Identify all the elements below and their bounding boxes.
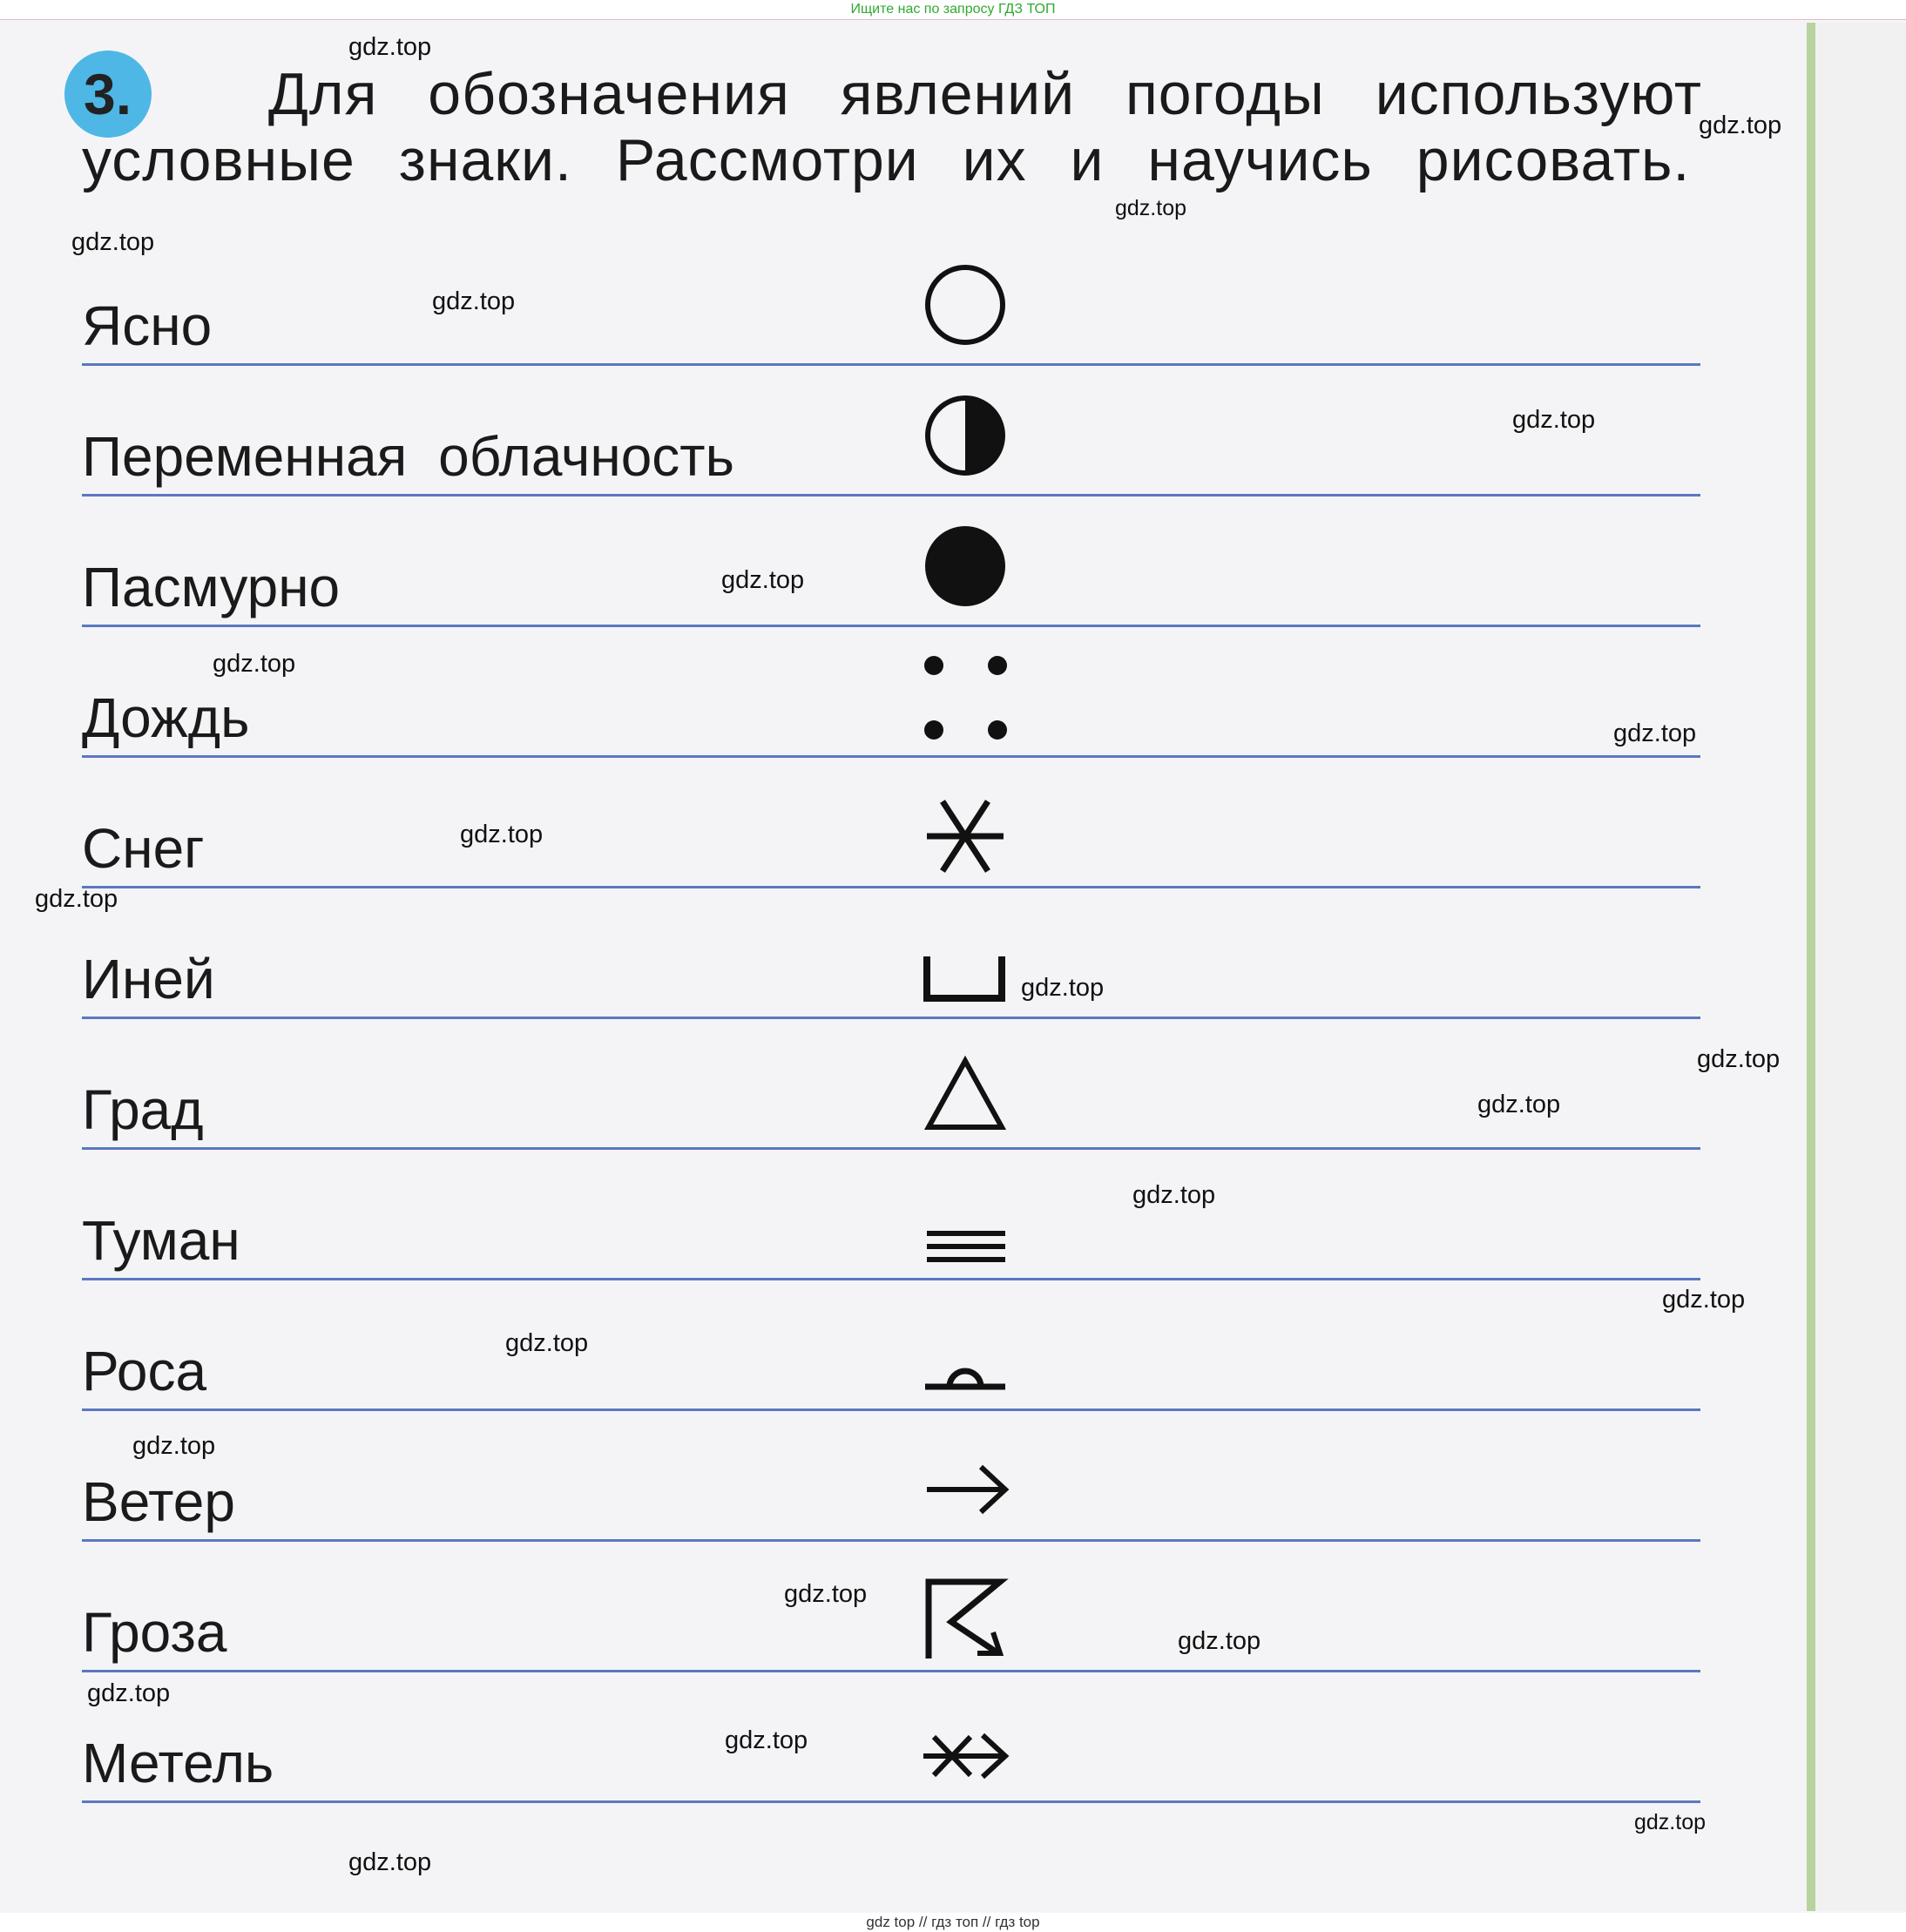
- row-label: Ясно: [82, 294, 213, 357]
- watermark: gdz.top: [87, 1679, 171, 1707]
- clear-circle-icon: [897, 233, 1028, 355]
- weather-row-blizzard: [82, 1672, 1702, 1803]
- weather-row-rain: [82, 627, 1702, 758]
- watermark: gdz.top: [71, 228, 155, 256]
- weather-row-hail: [82, 1019, 1702, 1150]
- weather-row-hoarfrost: [82, 888, 1702, 1019]
- triangle-icon: [897, 1017, 1028, 1139]
- half-filled-circle-icon: [897, 364, 1028, 486]
- watermark: gdz.top: [1115, 196, 1187, 220]
- four-dots-icon: [897, 625, 1028, 747]
- right-margin: [1815, 23, 1906, 1911]
- row-label: Дождь: [82, 686, 250, 749]
- page-edge-bar: [1807, 23, 1815, 1911]
- watermark: gdz.top: [1699, 111, 1782, 139]
- task-number: 3.: [84, 62, 132, 126]
- watermark: gdz.top: [1697, 1045, 1781, 1073]
- task-instructions: [82, 61, 1702, 193]
- top-banner: Ищите нас по запросу ГДЗ ТОП: [0, 0, 1906, 20]
- filled-circle-icon: [897, 495, 1028, 617]
- row-label: Переменная облачность: [82, 425, 734, 488]
- row-label: Метель: [82, 1732, 274, 1794]
- watermark: gdz.top: [348, 33, 432, 61]
- weather-row-fog: [82, 1150, 1702, 1280]
- watermark: gdz.top: [132, 1432, 216, 1460]
- watermark: gdz.top: [1634, 1810, 1707, 1834]
- weather-row-thunderstorm: [82, 1542, 1702, 1672]
- row-label: Ветер: [82, 1470, 235, 1533]
- writing-line: [82, 1800, 1700, 1803]
- row-label: Роса: [82, 1340, 207, 1402]
- weather-row-partly-cloudy: [82, 366, 1702, 497]
- watermark: gdz.top: [1021, 974, 1105, 1002]
- blizzard-arrow-icon: [897, 1671, 1028, 1793]
- open-box-icon: [897, 887, 1028, 1009]
- row-label: Туман: [82, 1209, 240, 1272]
- weather-row-dew: [82, 1280, 1702, 1411]
- watermark: gdz.top: [213, 650, 296, 678]
- lightning-icon: [897, 1540, 1028, 1662]
- row-label: Снег: [82, 817, 205, 880]
- watermark: gdz.top: [1178, 1627, 1261, 1655]
- bottom-banner: gdz top // гдз топ // гдз top: [0, 1913, 1906, 1932]
- watermark: gdz.top: [348, 1848, 432, 1876]
- watermark: gdz.top: [721, 566, 805, 594]
- dew-arc-icon: [897, 1279, 1028, 1401]
- watermark: gdz.top: [1613, 719, 1697, 747]
- watermark: gdz.top: [505, 1329, 589, 1357]
- weather-row-wind: [82, 1411, 1702, 1542]
- watermark: gdz.top: [1477, 1091, 1561, 1118]
- watermark: gdz.top: [784, 1580, 868, 1608]
- weather-row-clear: [82, 235, 1702, 366]
- row-label: Град: [82, 1078, 204, 1141]
- instruction-line-2: условные знаки. Рассмотри их и научись рисовать.: [82, 127, 1691, 193]
- weather-row-overcast: [82, 497, 1702, 627]
- asterisk-icon: [897, 756, 1028, 878]
- watermark: gdz.top: [460, 821, 544, 848]
- row-label: Пасмурно: [82, 556, 341, 618]
- watermark: gdz.top: [725, 1726, 808, 1754]
- weather-row-snow: [82, 758, 1702, 888]
- watermark: gdz.top: [35, 885, 118, 913]
- watermark: gdz.top: [432, 287, 516, 315]
- watermark: gdz.top: [1132, 1181, 1216, 1209]
- row-label: Иней: [82, 948, 215, 1010]
- three-lines-icon: [897, 1148, 1028, 1270]
- instruction-line-1: Для обозначения явлений погоды используют: [267, 61, 1702, 127]
- arrow-right-icon: [897, 1409, 1028, 1531]
- row-label: Гроза: [82, 1601, 227, 1664]
- watermark: gdz.top: [1512, 406, 1596, 434]
- watermark: gdz.top: [1662, 1286, 1746, 1314]
